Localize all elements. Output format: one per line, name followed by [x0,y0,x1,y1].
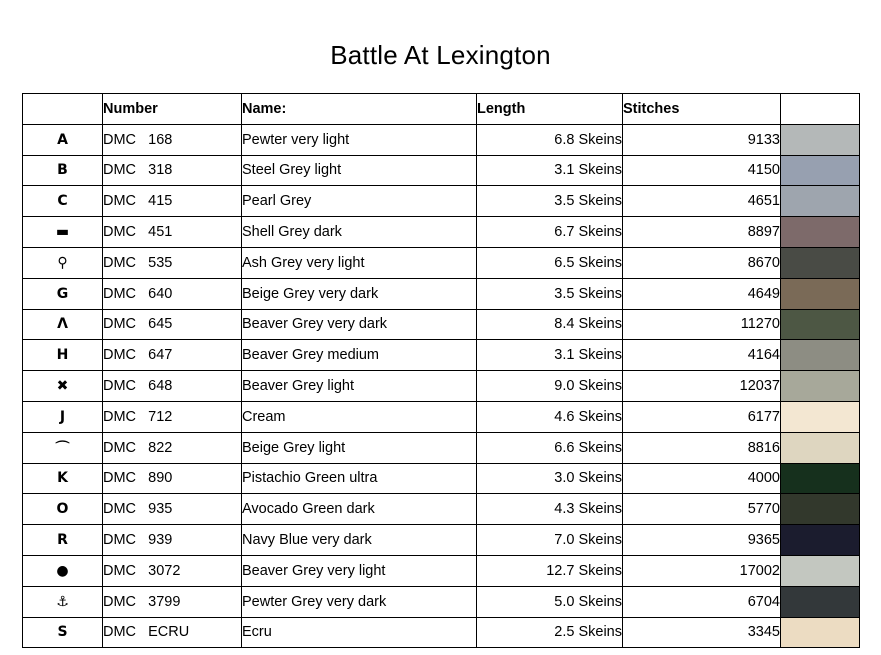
column-header-length: Length [477,94,623,125]
floss-code: ECRU [148,624,190,641]
floss-name: Beaver Grey very light [242,555,477,586]
table-header [23,94,860,125]
floss-brand: DMC [103,532,137,549]
floss-length: 6.6 Skeins [477,432,623,463]
floss-length: 3.5 Skeins [477,186,623,217]
floss-color-swatch [781,371,860,402]
floss-name: Beige Grey light [242,432,477,463]
floss-stitches: 6704 [623,586,781,617]
floss-color-swatch [781,124,860,155]
floss-table-container [22,93,859,648]
floss-stitches: 3345 [623,617,781,648]
swatch-fill [781,217,859,247]
floss-code: 939 [148,532,173,549]
floss-length: 5.0 Skeins [477,586,623,617]
floss-symbol: A [23,124,103,155]
floss-name: Beaver Grey light [242,371,477,402]
floss-name: Steel Grey light [242,155,477,186]
floss-brand: DMC [103,193,137,210]
floss-stitches: 4000 [623,463,781,494]
floss-brand: DMC [103,347,137,364]
floss-name: Pistachio Green ultra [242,463,477,494]
floss-brand: DMC [103,470,137,487]
floss-symbol: C [23,186,103,217]
floss-stitches: 8670 [623,247,781,278]
floss-name: Ecru [242,617,477,648]
floss-brand: DMC [103,624,137,641]
floss-length: 12.7 Skeins [477,555,623,586]
floss-symbol: J [23,401,103,432]
floss-color-swatch [781,525,860,556]
swatch-fill [781,618,859,648]
floss-name: Avocado Green dark [242,494,477,525]
page-title: Battle At Lexington [330,40,551,70]
floss-code: 935 [148,501,173,518]
floss-table [22,93,860,648]
table-row [23,586,860,617]
floss-number [103,617,242,648]
floss-number [103,371,242,402]
floss-color-swatch [781,586,860,617]
floss-number [103,401,242,432]
floss-color-swatch [781,217,860,248]
floss-length: 3.1 Skeins [477,155,623,186]
floss-color-swatch [781,186,860,217]
floss-number [103,309,242,340]
floss-length: 6.7 Skeins [477,217,623,248]
column-header-stitches: Stitches [623,94,781,125]
table-row [23,371,860,402]
floss-name: Cream [242,401,477,432]
floss-number [103,155,242,186]
swatch-fill [781,125,859,155]
floss-code: 647 [148,347,173,364]
floss-brand: DMC [103,254,137,271]
floss-symbol: ⚲ [23,247,103,278]
floss-brand: DMC [103,224,137,241]
floss-code: 645 [148,316,173,333]
floss-symbol: S [23,617,103,648]
floss-number [103,525,242,556]
floss-symbol: R [23,525,103,556]
floss-code: 712 [148,408,173,425]
floss-code: 318 [148,162,173,179]
floss-code: 415 [148,193,173,210]
floss-code: 822 [148,439,173,456]
floss-symbol: ▬ [23,217,103,248]
floss-name: Pearl Grey [242,186,477,217]
table-row [23,155,860,186]
floss-brand: DMC [103,593,137,610]
floss-name: Pewter Grey very dark [242,586,477,617]
swatch-fill [781,371,859,401]
floss-code: 168 [148,131,173,148]
floss-name: Navy Blue very dark [242,525,477,556]
table-row [23,278,860,309]
floss-brand: DMC [103,562,137,579]
floss-symbol: K [23,463,103,494]
swatch-fill [781,186,859,216]
table-row [23,401,860,432]
floss-code: 535 [148,254,173,271]
swatch-fill [781,156,859,186]
swatch-fill [781,433,859,463]
floss-stitches: 11270 [623,309,781,340]
floss-number [103,217,242,248]
floss-number [103,555,242,586]
swatch-fill [781,310,859,340]
floss-length: 4.6 Skeins [477,401,623,432]
floss-code: 648 [148,378,173,395]
floss-length: 2.5 Skeins [477,617,623,648]
floss-number [103,494,242,525]
floss-color-swatch [781,340,860,371]
floss-stitches: 17002 [623,555,781,586]
floss-symbol: ● [23,555,103,586]
floss-length: 8.4 Skeins [477,309,623,340]
swatch-fill [781,402,859,432]
swatch-fill [781,556,859,586]
floss-number [103,340,242,371]
floss-code: 3799 [148,593,181,610]
table-row [23,463,860,494]
swatch-fill [781,525,859,555]
table-header-row [23,94,860,125]
floss-symbol: B [23,155,103,186]
floss-length: 9.0 Skeins [477,371,623,402]
floss-color-swatch [781,401,860,432]
floss-number [103,124,242,155]
floss-stitches: 8816 [623,432,781,463]
floss-brand: DMC [103,408,137,425]
floss-number [103,586,242,617]
floss-number [103,432,242,463]
floss-name: Beige Grey very dark [242,278,477,309]
floss-brand: DMC [103,378,137,395]
floss-name: Pewter very light [242,124,477,155]
swatch-fill [781,587,859,617]
floss-color-swatch [781,247,860,278]
floss-color-swatch [781,555,860,586]
floss-symbol: H [23,340,103,371]
floss-number [103,463,242,494]
floss-length: 7.0 Skeins [477,525,623,556]
floss-stitches: 4651 [623,186,781,217]
swatch-fill [781,494,859,524]
floss-symbol: ⚓ [23,586,103,617]
floss-symbol: ✖ [23,371,103,402]
floss-brand: DMC [103,439,137,456]
floss-length: 4.3 Skeins [477,494,623,525]
floss-name: Beaver Grey medium [242,340,477,371]
table-row [23,525,860,556]
floss-color-swatch [781,278,860,309]
swatch-fill [781,279,859,309]
floss-stitches: 9365 [623,525,781,556]
floss-length: 3.5 Skeins [477,278,623,309]
floss-brand: DMC [103,501,137,518]
floss-length: 3.1 Skeins [477,340,623,371]
floss-stitches: 6177 [623,401,781,432]
floss-stitches: 4649 [623,278,781,309]
column-header-swatch [781,94,860,125]
table-row [23,432,860,463]
floss-brand: DMC [103,316,137,333]
floss-stitches: 8897 [623,217,781,248]
floss-color-swatch [781,309,860,340]
swatch-fill [781,464,859,494]
column-header-number: Number [103,94,242,125]
floss-color-swatch [781,617,860,648]
floss-color-swatch [781,155,860,186]
floss-stitches: 5770 [623,494,781,525]
floss-symbol: O [23,494,103,525]
floss-length: 3.0 Skeins [477,463,623,494]
floss-number [103,278,242,309]
floss-stitches: 9133 [623,124,781,155]
floss-number [103,247,242,278]
floss-brand: DMC [103,162,137,179]
table-row [23,124,860,155]
floss-stitches: 4164 [623,340,781,371]
floss-code: 640 [148,285,173,302]
floss-name: Ash Grey very light [242,247,477,278]
table-body [23,124,860,648]
swatch-fill [781,340,859,370]
floss-symbol: ⌒ [23,432,103,463]
table-row [23,217,860,248]
floss-name: Shell Grey dark [242,217,477,248]
floss-color-swatch [781,432,860,463]
floss-color-swatch [781,463,860,494]
floss-symbol: G [23,278,103,309]
floss-stitches: 4150 [623,155,781,186]
table-row [23,340,860,371]
floss-name: Beaver Grey very dark [242,309,477,340]
table-row [23,494,860,525]
floss-length: 6.5 Skeins [477,247,623,278]
floss-code: 451 [148,224,173,241]
floss-length: 6.8 Skeins [477,124,623,155]
column-header-name: Name: [242,94,477,125]
floss-code: 3072 [148,562,181,579]
table-row [23,617,860,648]
table-row [23,555,860,586]
table-row [23,247,860,278]
floss-symbol: Λ [23,309,103,340]
table-row [23,309,860,340]
floss-brand: DMC [103,131,137,148]
column-header-symbol [23,94,103,125]
floss-code: 890 [148,470,173,487]
floss-color-swatch [781,494,860,525]
table-row [23,186,860,217]
swatch-fill [781,248,859,278]
floss-stitches: 12037 [623,371,781,402]
floss-brand: DMC [103,285,137,302]
floss-number [103,186,242,217]
